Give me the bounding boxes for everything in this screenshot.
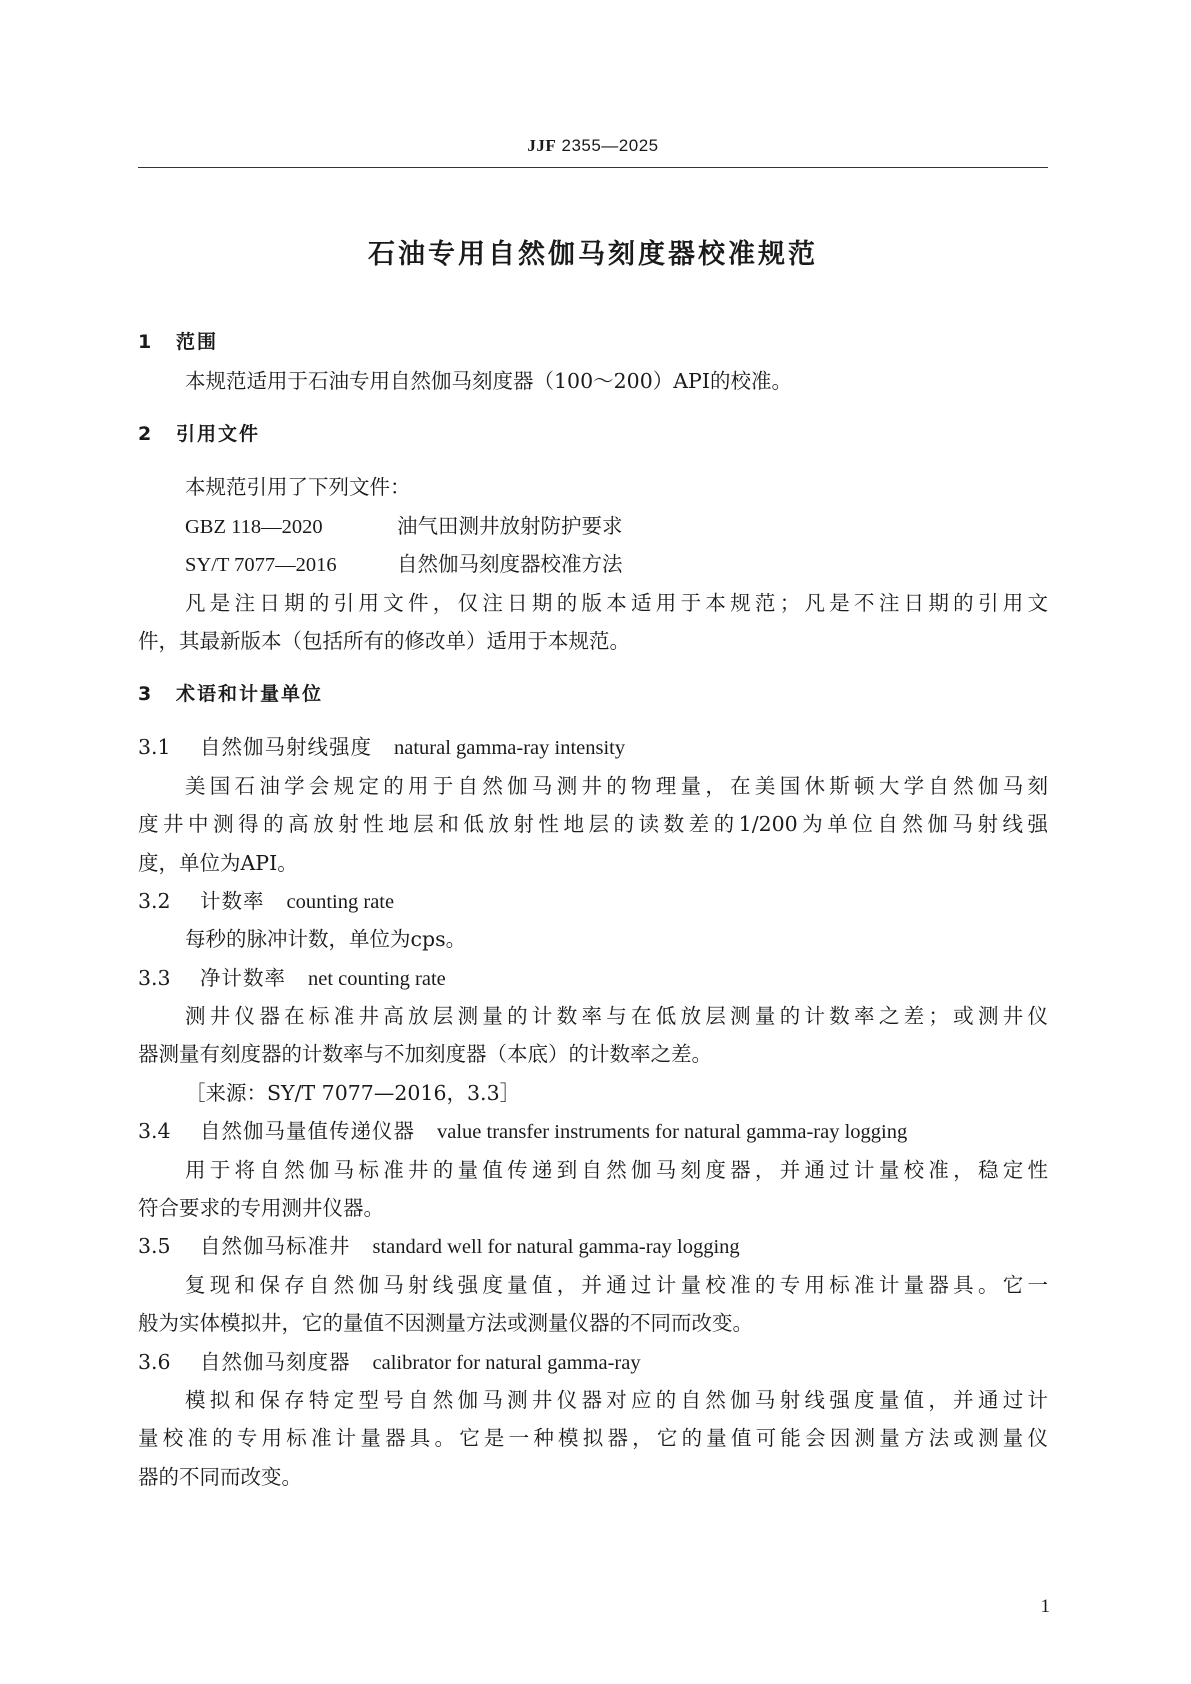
section-1-heading bbox=[138, 322, 1048, 362]
term-chinese: 净计数率 bbox=[200, 965, 286, 990]
term-number: 3.3 bbox=[138, 965, 171, 990]
document-body bbox=[138, 322, 1048, 1496]
term-english: value transfer instruments for natural gamma-ray logging bbox=[437, 1121, 908, 1144]
section-number: 3 bbox=[138, 683, 154, 706]
source-note: ［来源：SY/T 7077—2016，3.3］ bbox=[185, 1080, 521, 1105]
reference-item bbox=[138, 545, 1048, 583]
term-chinese: 自然伽马标准井 bbox=[200, 1234, 351, 1259]
term-chinese: 自然伽马射线强度 bbox=[200, 735, 372, 760]
definition-line: 符合要求的专用测井仪器。 bbox=[138, 1196, 384, 1221]
definition-line: 用于将自然伽马标准井的量值传递到自然伽马刻度器，并通过计量校准，稳定性 bbox=[185, 1157, 1048, 1182]
reference-item bbox=[138, 507, 1048, 545]
term-number: 3.5 bbox=[138, 1234, 171, 1259]
definition-line: 复现和保存自然伽马射线强度量值，并通过计量校准的专用标准计量器具。它一 bbox=[185, 1272, 1048, 1297]
definition-line: 器的不同而改变。 bbox=[138, 1464, 302, 1489]
standard-number: 2355—2025 bbox=[561, 136, 659, 155]
term-number: 3.2 bbox=[138, 888, 171, 913]
term-english: natural gamma-ray intensity bbox=[394, 737, 626, 760]
definition-line: 度井中测得的高放射性地层和低放射性地层的读数差的1/200为单位自然伽马射线强 bbox=[138, 812, 1048, 837]
reference-title: 自然伽马刻度器校准方法 bbox=[397, 552, 623, 577]
paragraph-line: 凡是注日期的引用文件，仅注日期的版本适用于本规范；凡是不注日期的引用文 bbox=[185, 590, 1048, 615]
definition-line: 每秒的脉冲计数，单位为cps。 bbox=[185, 927, 467, 952]
reference-code: GBZ 118—2020 bbox=[185, 515, 323, 538]
definition-line: 模拟和保存特定型号自然伽马测井仪器对应的自然伽马射线强度量值，并通过计 bbox=[185, 1387, 1048, 1412]
definition-line: 量校准的专用标准计量器具。它是一种模拟器，它的量值可能会因测量方法或测量仪 bbox=[138, 1426, 1048, 1451]
term-chinese: 自然伽马刻度器 bbox=[200, 1349, 351, 1374]
section-title: 术语和计量单位 bbox=[176, 683, 324, 706]
page-number: 1 bbox=[1040, 1596, 1050, 1617]
term-chinese: 计数率 bbox=[200, 888, 265, 913]
reference-title: 油气田测井放射防护要求 bbox=[397, 513, 623, 538]
term-chinese: 自然伽马量值传递仪器 bbox=[200, 1119, 415, 1144]
definition-line: 美国石油学会规定的用于自然伽马测井的物理量，在美国休斯顿大学自然伽马刻 bbox=[185, 773, 1048, 798]
term-english: calibrator for natural gamma-ray bbox=[372, 1351, 641, 1374]
header-rule bbox=[138, 167, 1048, 168]
term-number: 3.1 bbox=[138, 735, 171, 760]
term-heading bbox=[138, 728, 1048, 766]
section-2-heading bbox=[138, 400, 1048, 468]
reference-code: SY/T 7077—2016 bbox=[185, 554, 337, 577]
term-english: standard well for natural gamma-ray logging bbox=[372, 1236, 740, 1259]
definition-line: 般为实体模拟井，它的量值不因测量方法或测量仪器的不同而改变。 bbox=[138, 1311, 753, 1336]
section-number: 1 bbox=[138, 331, 154, 353]
paragraph: 本规范适用于石油专用自然伽马刻度器（100～200）API的校准。 bbox=[185, 369, 792, 393]
term-english: net counting rate bbox=[308, 967, 446, 990]
term-number: 3.6 bbox=[138, 1349, 171, 1374]
term-number: 3.4 bbox=[138, 1119, 171, 1144]
term-heading bbox=[138, 1112, 1048, 1150]
paragraph: 本规范引用了下列文件： bbox=[185, 475, 411, 500]
standard-code: JJF bbox=[527, 136, 557, 155]
page-header bbox=[138, 136, 1048, 156]
term-heading bbox=[138, 1227, 1048, 1265]
term-heading bbox=[138, 882, 1048, 920]
section-3-heading bbox=[138, 660, 1048, 728]
definition-line: 器测量有刻度器的计数率与不加刻度器（本底）的计数率之差。 bbox=[138, 1042, 712, 1067]
term-heading bbox=[138, 1343, 1048, 1381]
term-heading bbox=[138, 959, 1048, 997]
definition-line: 度，单位为API。 bbox=[138, 850, 298, 875]
section-title: 范围 bbox=[176, 331, 219, 353]
section-number: 2 bbox=[138, 423, 154, 446]
term-english: counting rate bbox=[286, 890, 395, 913]
definition-line: 测井仪器在标准井高放层测量的计数率与在低放层测量的计数率之差；或测井仪 bbox=[185, 1004, 1048, 1029]
paragraph-line: 件，其最新版本（包括所有的修改单）适用于本规范。 bbox=[138, 628, 630, 653]
section-title: 引用文件 bbox=[176, 423, 261, 446]
document-title: 石油专用自然伽马刻度器校准规范 bbox=[368, 239, 818, 270]
